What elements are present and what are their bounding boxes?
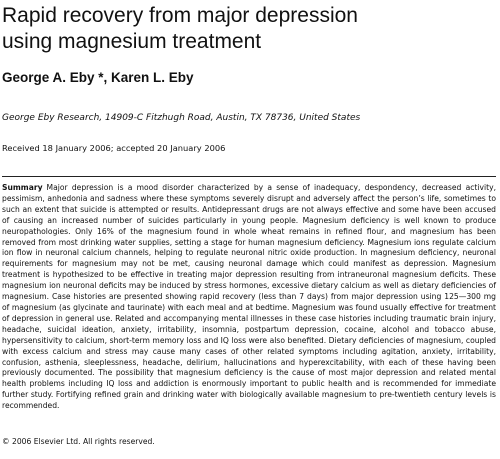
article-title	[2, 3, 492, 55]
title-line-1: Rapid recovery from major depression	[2, 4, 358, 27]
summary-text: Major depression is a mood disorder characterized by a sense of inadequacy, despondency, decreased activity, pessimism, anhedonia and sadness where these symptoms severely disrupt and adversely affect the person’s life, sometimes to such an extent that suicide is attempted or results. Antidepressant drugs are not always effective and some have been accused of causing an increased number of suicides particularly in young people. Magnesium deficiency is well known to produce neuropathologies. Only 16% of the magnesium found in whole wheat remains in refined flour, and magnesium has been removed from most drinking water supplies, setting a stage for human magnesium deficiency. Magnesium ions regulate calcium ion flow in neuronal calcium channels, helping to regulate neuronal nitric oxide production. In magnesium deficiency, neuronal requirements for magnesium may not be met, causing neuronal damage which could manifest as depression. Magnesium treatment is hypothesized to be effective in treating major depression resulting from intraneuronal magnesium deficits. These magnesium ion neuronal deficits may be induced by stress hormones, excessive dietary calcium as well as dietary deficiencies of magnesium. Case histories are presented showing rapid recovery (less than 7 days) from major depression using 125—300 mg of magnesium (as glycinate and taurinate) with each meal and at bedtime. Magnesium was found usually effective for treatment of depression in general use. Related and accompanying mental illnesses in these case histories including traumatic brain injury, headache, suicidal ideation, anxiety, irritability, insomnia, postpartum depression, cocaine, alcohol and tobacco abuse, hypersensitivity to calcium, short-term memory loss and IQ loss were also benefited. Dietary deficiencies of magnesium, coupled with excess calcium and stress may cause many cases of other related symptoms including agitation, anxiety, irritability, confusion, asthenia, sleeplessness, headache, delirium, hallucinations and hyperexcitability, with each of these having been previously documented. The possibility that magnesium deficiency is the cause of most major depression and related mental health problems including IQ loss and addiction is enormously important to public health and is recommended for immediate further study. Fortifying refined grain and drinking water with biologically available magnesium to pre-twentieth century levels is recommended.	[2, 183, 496, 411]
copyright-notice: © 2006 Elsevier Ltd. All rights reserved.	[2, 437, 155, 446]
summary-label: Summary	[2, 183, 43, 192]
abstract	[2, 183, 496, 412]
affiliation: George Eby Research, 14909-C Fitzhugh Road, Austin, TX 78736, United States	[2, 113, 361, 123]
section-divider	[2, 176, 496, 177]
received-accepted-dates: Received 18 January 2006; accepted 20 January 2006	[2, 143, 226, 153]
title-line-2: using magnesium treatment	[2, 30, 262, 53]
authors: George A. Eby *, Karen L. Eby	[2, 70, 194, 85]
